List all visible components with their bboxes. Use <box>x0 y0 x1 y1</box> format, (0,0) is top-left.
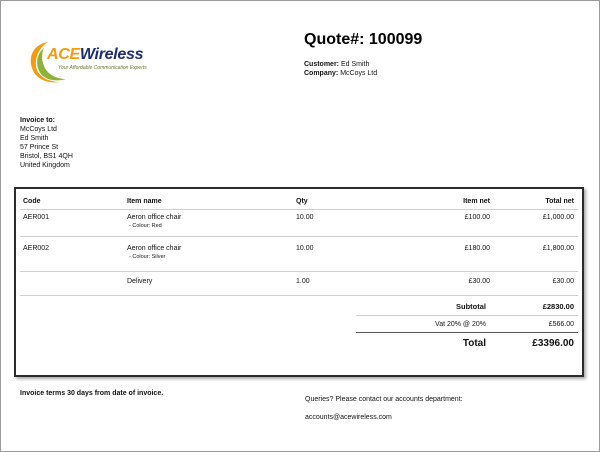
address-line: McCoys Ltd <box>20 126 57 133</box>
row-item-net: £180.00 <box>464 245 490 252</box>
customer-line <box>304 60 377 69</box>
total-label: Total <box>462 338 486 349</box>
logo-tagline: Your Affordable Communication Experts <box>58 65 147 71</box>
row-item-name: Aeron office chair <box>127 214 182 221</box>
row-item-net: £30.00 <box>468 278 490 285</box>
company-label: Company: <box>304 70 339 77</box>
address-line: 57 Prince St <box>20 144 59 151</box>
contact-email[interactable]: accounts@acewireless.com <box>305 414 392 421</box>
row-qty: 10.00 <box>296 214 314 221</box>
company-line <box>304 69 377 78</box>
address-line: Ed Smith <box>20 135 49 142</box>
total-value: £3396.00 <box>532 338 574 349</box>
invoice-to-heading: Invoice to: <box>20 117 56 124</box>
header-qty: Qty <box>296 198 308 205</box>
row-total-net: £1,800.00 <box>542 245 574 252</box>
quote-title: Quote#: 100099 <box>304 31 423 48</box>
logo-ace-text: ACE <box>47 46 80 63</box>
customer-label: Customer: <box>304 61 340 68</box>
queries-note: Queries? Please contact our accounts department: <box>305 396 463 403</box>
divider <box>20 236 578 237</box>
line-items-table <box>14 187 584 377</box>
logo-wordmark <box>47 46 143 64</box>
row-item-detail: - Colour: Red <box>129 223 162 229</box>
address-line: Bristol, BS1 4QH <box>20 153 73 160</box>
company-value: McCoys Ltd <box>340 70 378 77</box>
address-line: United Kingdom <box>20 162 70 169</box>
header-code: Code <box>23 198 41 205</box>
logo-wireless-text: Wireless <box>79 46 144 63</box>
row-total-net: £30.00 <box>552 278 574 285</box>
row-item-detail: - Colour: Silver <box>129 254 166 260</box>
quote-meta <box>304 60 377 78</box>
header-item-net: Item net <box>463 198 490 205</box>
row-code: AER001 <box>23 214 50 221</box>
row-item-name: Delivery <box>127 278 153 285</box>
header-item-name: Item name <box>127 198 162 205</box>
row-item-name: Aeron office chair <box>127 245 182 252</box>
total-divider <box>356 332 578 333</box>
subtotal-value: £2830.00 <box>542 302 574 311</box>
divider <box>356 315 578 316</box>
header-total-net: Total net <box>545 198 574 205</box>
customer-value: Ed Smith <box>340 61 370 68</box>
row-qty: 1.00 <box>296 278 310 285</box>
divider <box>20 295 578 296</box>
company-logo <box>26 38 156 88</box>
row-qty: 10.00 <box>296 245 314 252</box>
row-item-net: £100.00 <box>464 214 490 221</box>
subtotal-label: Subtotal <box>456 302 486 311</box>
row-code: AER002 <box>23 245 50 252</box>
invoice-terms: Invoice terms 30 days from date of invoice. <box>20 390 164 397</box>
divider <box>20 271 578 272</box>
row-total-net: £1,000.00 <box>542 214 574 221</box>
invoice-to-block <box>20 116 73 170</box>
divider <box>20 209 578 210</box>
vat-value: £566.00 <box>548 321 574 328</box>
vat-label: Vat 20% @ 20% <box>435 321 486 328</box>
